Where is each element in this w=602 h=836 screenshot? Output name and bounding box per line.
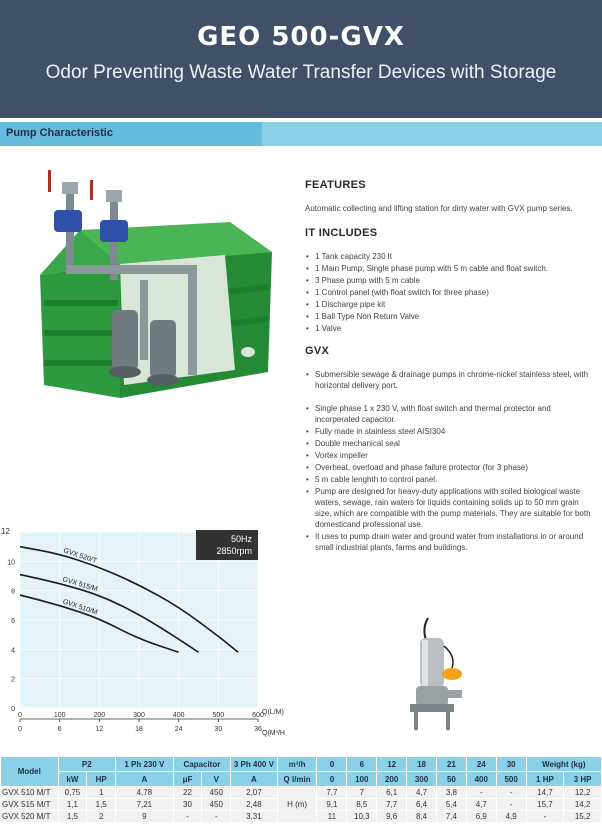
x2-tick-label: 12	[95, 726, 104, 733]
list-item: • 5 m cable lenghth to control panel.	[305, 474, 595, 485]
th-q12: 12	[377, 757, 407, 772]
page-subtitle: Odor Preventing Waste Water Transfer Devices with Storage	[45, 62, 557, 83]
gvx-list-b	[305, 403, 595, 553]
includes-list	[305, 251, 595, 334]
x2-tick-label: 0	[18, 726, 22, 733]
th-l400: 400	[466, 772, 496, 787]
section-bar	[0, 122, 602, 146]
tank-product-image	[20, 160, 285, 415]
list-item: • 1 Discharge pipe kit	[305, 299, 595, 310]
list-item: • Overheat, overload and phase failure protector (for 3 phase)	[305, 462, 595, 473]
cell-h: 4,7	[407, 787, 437, 799]
th-q21: 21	[436, 757, 466, 772]
cell-h: 4,7	[466, 799, 496, 811]
cell-h-label: H (m)	[277, 787, 317, 823]
cell-h: 8,4	[407, 811, 437, 823]
cell-a1: 7,21	[116, 799, 174, 811]
gvx-heading: GVX	[305, 345, 330, 357]
x2-axis-label: Q(M³/H)	[262, 730, 285, 737]
th-w1hp: 1 HP	[526, 772, 564, 787]
th-w3hp: 3 HP	[564, 772, 602, 787]
cell-uf: -	[173, 811, 202, 823]
includes-heading: IT INCLUDES	[305, 227, 378, 239]
y-tick-label: 6	[11, 618, 15, 625]
table-subheader-row	[1, 772, 602, 787]
cell-h: 7,7	[377, 799, 407, 811]
list-item: • 1 Main Pump; Single phase pump with 5 m cable and float switch.	[305, 263, 595, 274]
th-l500: 500	[496, 772, 526, 787]
th-hp: HP	[87, 772, 116, 787]
cell-kw: 0,75	[58, 787, 87, 799]
specs-table	[0, 756, 602, 823]
table-header-row	[1, 757, 602, 772]
cell-w3: 12,2	[564, 787, 602, 799]
pump-product-image	[400, 616, 470, 736]
th-l0: 0	[317, 772, 347, 787]
x-tick-label: 600	[252, 712, 264, 719]
cell-model: GVX 520 M/T	[1, 811, 59, 823]
cell-a1: 9	[116, 811, 174, 823]
cell-h: 7,4	[436, 811, 466, 823]
cell-w1: 14,7	[526, 787, 564, 799]
cell-a3: 2,48	[231, 799, 277, 811]
cell-h: 9,6	[377, 811, 407, 823]
cell-h: 3,8	[436, 787, 466, 799]
series-label: GVX 510/M	[61, 598, 99, 617]
cell-w1: -	[526, 811, 564, 823]
th-uf: μF	[173, 772, 202, 787]
list-item: • 1 Tank capacity 230 lt	[305, 251, 595, 262]
cell-model: GVX 515 M/T	[1, 799, 59, 811]
cell-h: -	[496, 787, 526, 799]
cell-a1: 4,78	[116, 787, 174, 799]
x-tick-label: 300	[133, 712, 145, 719]
page-header	[0, 0, 602, 118]
cell-h: -	[496, 799, 526, 811]
list-item: • 1 Ball Type Non Return Valve	[305, 311, 595, 322]
description-column	[305, 180, 595, 565]
page-title: GEO 500-GVX	[197, 22, 405, 52]
list-item: • It uses to pump drain water and ground water from installations in or around small industrial plants, farms and buildings.	[305, 531, 595, 553]
th-q18: 18	[407, 757, 437, 772]
th-kw: kW	[58, 772, 87, 787]
legend-frequency: 50Hz	[230, 534, 252, 544]
th-3ph: 3 Ph 400 V	[231, 757, 277, 772]
cell-a3: 3,31	[231, 811, 277, 823]
cell-model: GVX 510 M/T	[1, 787, 59, 799]
th-model: Model	[1, 757, 59, 787]
th-l200: 200	[377, 772, 407, 787]
y-axis-label: 12	[1, 527, 10, 536]
list-item: • 1 Valve	[305, 323, 595, 334]
x-tick-label: 100	[53, 712, 66, 719]
x2-tick-label: 18	[135, 726, 143, 733]
list-item: • Pump are designed for heavy-duty applications with soiled biological waste waters, sewage, rain waters for liquids containing solids up to 50 mm grain size, which are compatible with the pump materials. They are suitable for both domesticand professional use.	[305, 486, 595, 530]
list-item: • Submersible sewage & drainage pumps in chrome-nickel stainless steel, with horizontal delivery port.	[305, 369, 595, 391]
th-p2: P2	[58, 757, 116, 772]
y-tick-label: 8	[11, 588, 15, 596]
th-l100: 100	[347, 772, 377, 787]
x2-tick-label: 36	[254, 726, 262, 733]
cell-kw: 1,1	[58, 799, 87, 811]
list-item: • 1 Control panel (with float switch for three phase)	[305, 287, 595, 298]
th-a3: A	[231, 772, 277, 787]
table-row	[1, 787, 602, 799]
cell-h: 8,5	[347, 799, 377, 811]
th-q0: 0	[317, 757, 347, 772]
x2-tick-label: 24	[174, 726, 183, 733]
x-tick-label: 400	[172, 712, 185, 719]
list-item: • 3 Phase pump with 5 m cable	[305, 275, 595, 286]
th-q-lmin: Q l/min	[277, 772, 317, 787]
features-text: Automatic collecting and lifting station for dirty water with GVX pump series.	[305, 204, 573, 213]
cell-h: 4,9	[496, 811, 526, 823]
th-capacitor: Capacitor	[173, 757, 231, 772]
cell-hp: 2	[87, 811, 116, 823]
cell-h: 10,3	[347, 811, 377, 823]
x-tick-label: 0	[18, 712, 22, 719]
th-l300: 300	[407, 772, 437, 787]
cell-uf: 22	[173, 787, 202, 799]
series-label: GVX 515/M	[61, 576, 99, 594]
cell-w3: 15,2	[564, 811, 602, 823]
features-heading: FEATURES	[305, 179, 366, 191]
y-tick-label: 10	[7, 559, 15, 567]
th-v: V	[202, 772, 231, 787]
series-label: GVX 520/T	[62, 547, 98, 565]
cell-uf: 30	[173, 799, 202, 811]
cell-hp: 1,5	[87, 799, 116, 811]
cell-kw: 1,5	[58, 811, 87, 823]
cell-h: 7	[347, 787, 377, 799]
chart-legend-box	[196, 530, 258, 560]
gvx-list-a	[305, 369, 595, 391]
cell-h: 6,9	[466, 811, 496, 823]
cell-h: 9,1	[317, 799, 347, 811]
th-a1: A	[116, 772, 174, 787]
cell-v: 450	[202, 787, 231, 799]
cell-h: 6,4	[407, 799, 437, 811]
th-q30: 30	[496, 757, 526, 772]
cell-v: -	[202, 811, 231, 823]
th-q6: 6	[347, 757, 377, 772]
cell-h: 7,7	[317, 787, 347, 799]
list-item: • Vortex impeller	[305, 450, 595, 461]
cell-h: 11	[317, 811, 347, 823]
x-tick-label: 500	[212, 712, 225, 719]
th-1ph: 1 Ph 230 V	[116, 757, 174, 772]
th-q24: 24	[466, 757, 496, 772]
y-tick-label: 0	[11, 706, 15, 713]
cell-w1: 15,7	[526, 799, 564, 811]
pump-curve-chart	[0, 522, 285, 747]
y-tick-label: 4	[11, 647, 15, 655]
list-item: • Single phase 1 x 230 V, with float switch and thermal protector and incorperated capacitor.	[305, 403, 595, 425]
th-l50: 50	[436, 772, 466, 787]
x2-tick-label: 30	[214, 726, 223, 733]
cell-h: 6,1	[377, 787, 407, 799]
x-tick-label: 200	[93, 712, 106, 719]
cell-a3: 2,07	[231, 787, 277, 799]
x-axis-label: Q(L/M)	[262, 709, 284, 716]
list-item: • Double mechanical seal	[305, 438, 595, 449]
th-m3h: m³/h	[277, 757, 317, 772]
cell-h: 5,4	[436, 799, 466, 811]
th-weight: Weight (kg)	[526, 757, 601, 772]
cell-h: -	[466, 787, 496, 799]
cell-v: 450	[202, 799, 231, 811]
y-tick-label: 2	[11, 676, 15, 684]
x2-tick-label: 6	[57, 726, 62, 733]
legend-speed: 2850rpm	[216, 546, 252, 556]
cell-w3: 14,2	[564, 799, 602, 811]
section-label: Pump Characteristic	[6, 127, 113, 139]
cell-hp: 1	[87, 787, 116, 799]
list-item: • Fully made in stainless steel AISI304	[305, 426, 595, 437]
